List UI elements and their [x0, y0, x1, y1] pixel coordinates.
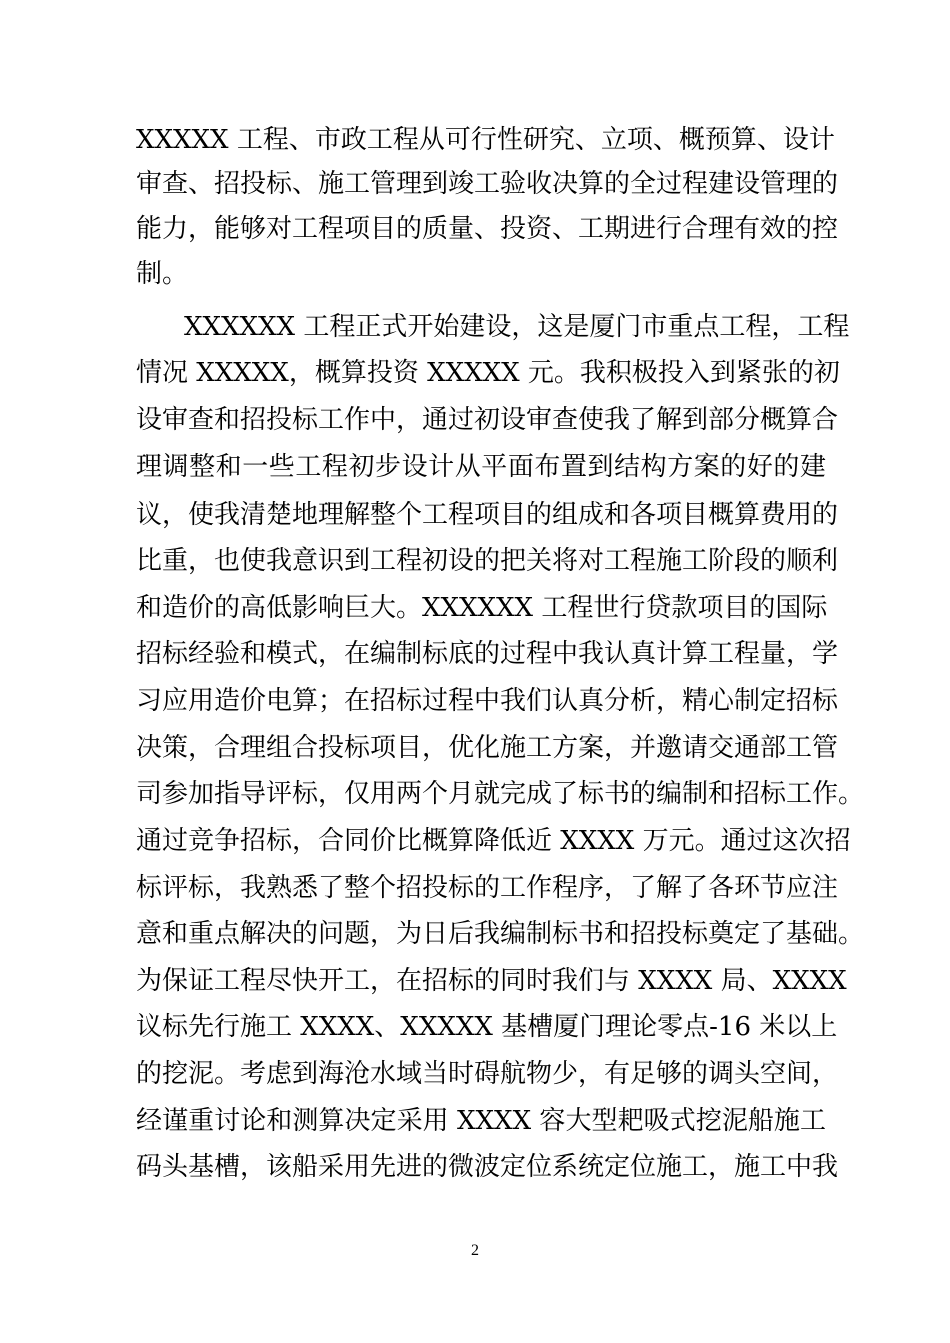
text-line: 制。: [136, 259, 189, 289]
text-line: 比重，也使我意识到工程初设的把关将对工程施工阶段的顺利: [136, 546, 839, 576]
text-line: 设审查和招投标工作中，通过初设审查使我了解到部分概算合: [136, 405, 839, 435]
text-line: 和造价的高低影响巨大。XXXXXX 工程世行贷款项目的国际: [136, 593, 828, 623]
text-line: 议标先行施工 XXXX、XXXXX 基槽厦门理论零点-16 米以上: [136, 1012, 838, 1042]
text-line: 通过竞争招标，合同价比概算降低近 XXXX 万元。通过这次招: [136, 826, 851, 856]
text-line: 意和重点解决的问题，为日后我编制标书和招投标奠定了基础。: [136, 919, 865, 949]
text-line: 司参加指导评标，仅用两个月就完成了标书的编制和招标工作。: [136, 779, 865, 809]
text-line: 经谨重讨论和测算决定采用 XXXX 容大型耙吸式挖泥船施工: [136, 1106, 826, 1136]
text-line: 议，使我清楚地理解整个工程项目的组成和各项目概算费用的: [136, 500, 839, 530]
text-line: 情况 XXXXX，概算投资 XXXXX 元。我积极投入到紧张的初: [136, 358, 840, 388]
text-line: 招标经验和模式，在编制标底的过程中我认真计算工程量，学: [136, 639, 839, 669]
page-number: 2: [471, 1242, 479, 1259]
text-line: 为保证工程尽快开工，在招标的同时我们与 XXXX 局、XXXX: [136, 966, 847, 996]
text-line: 理调整和一些工程初步设计从平面布置到结构方案的好的建: [136, 452, 826, 482]
text-line: 决策，合理组合投标项目，优化施工方案，并邀请交通部工管: [136, 733, 839, 763]
paragraph-first-line: XXXXXX 工程正式开始建设，这是厦门市重点工程，工程: [184, 312, 850, 342]
text-line: 习应用造价电算；在招标过程中我们认真分析，精心制定招标: [136, 686, 839, 716]
text-line: 标评标，我熟悉了整个招投标的工作程序，了解了各环节应注: [136, 873, 839, 903]
text-line: 的挖泥。考虑到海沧水域当时碍航物少，有足够的调头空间，: [136, 1059, 839, 1089]
text-line: 能力，能够对工程项目的质量、投资、工期进行合理有效的控: [136, 214, 839, 244]
text-line: XXXXX 工程、市政工程从可行性研究、立项、概预算、设计: [136, 125, 835, 155]
text-line: 审查、招投标、施工管理到竣工验收决算的全过程建设管理的: [136, 169, 839, 199]
text-line: 码头基槽，该船采用先进的微波定位系统定位施工，施工中我: [136, 1152, 839, 1182]
